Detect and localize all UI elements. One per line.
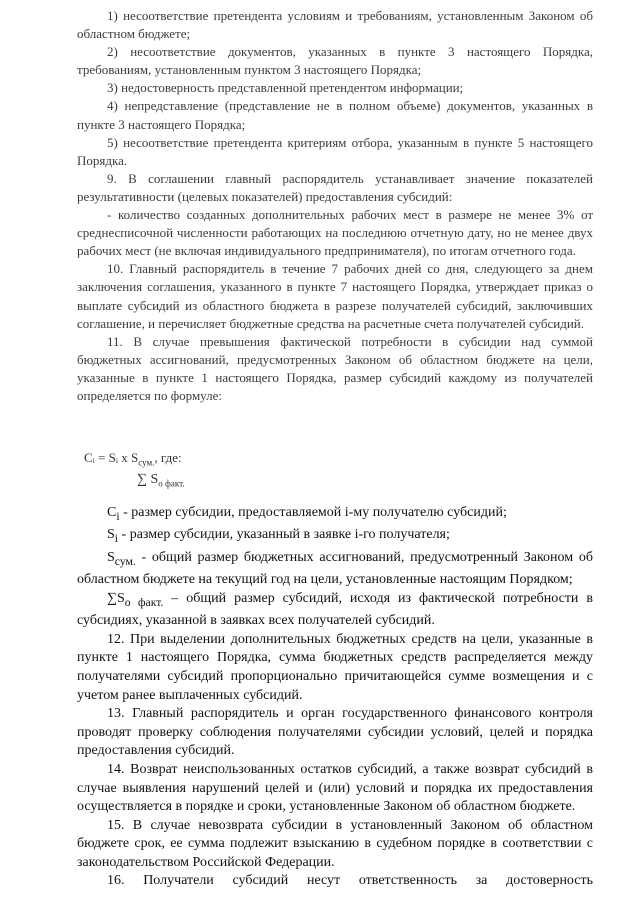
paragraph: 3) недостоверность представленной претендентом информации; — [107, 80, 464, 96]
paragraph: 14. Возврат неиспользованных остатков субсидий, а также возврат субсидий в случае выявления нарушений целей и (или) условий и порядка их предоставления осуществляется в порядке и сроки, установленные Законом об областном бюджете. — [77, 761, 593, 815]
definition-symbol: S — [107, 527, 115, 543]
paragraph: 5) несоответствие претендента критериям отбора, указанным в пункте 5 настоящего Порядка. — [77, 134, 593, 168]
definition-subscript: сум. — [114, 554, 136, 568]
formula-tail: , где: — [154, 450, 182, 465]
paragraph: 10. Главный распорядитель в течение 7 рабочих дней со дня, следующего за днем заключения соглашения, указанного в пункте 7 настоящего Порядка, утверждает приказ о выплате субсидий из областного бюджета в разрезе получателей субсидий, заключивших соглашение, и перечисляет бюджетные средства на расчетные счета получателей субсидий. — [77, 261, 593, 331]
word: 16. — [107, 873, 125, 889]
definition-text: - размер субсидии, указанный в заявке i-го получателя; — [118, 527, 450, 543]
formula-block — [84, 437, 284, 497]
paragraph: 11. В случае превышения фактической потребности в субсидии над суммой бюджетных ассигнований, предусмотренных Законом об областном бюджете на цели, указанные в пункте 1 настоящего Порядка, размер субсидий каждому из получателей определяется по формуле: — [77, 333, 593, 403]
formula-numerator — [84, 450, 182, 468]
definition-symbol: S — [107, 549, 115, 565]
paragraph: 2) несоответствие документов, указанных в пункте 3 настоящего Порядка, требованиям, установленным пунктом 3 настоящего Порядка; — [77, 44, 593, 78]
word: несут — [306, 873, 341, 889]
definition-subscript: i — [114, 532, 119, 546]
formula-sum: ∑ S — [137, 472, 159, 487]
formula-denominator — [137, 471, 185, 489]
definition-text: – общий размер субсидий, исходя из фактической потребности в субсидиях, указанной в заявках всех получателей субсидий. — [77, 590, 593, 629]
definition-text: - размер субсидии, предоставляемой i-му получателю субсидий; — [119, 505, 507, 520]
paragraph: 13. Главный распорядитель и орган государственного финансового контроля проводят проверку соблюдения получателями субсидии условий, целей и порядка предоставления субсидий. — [77, 706, 593, 759]
definition-item — [77, 504, 593, 526]
definition-subscript: о факт. — [124, 595, 164, 609]
definition-symbol: C — [107, 505, 117, 520]
word: ответственность — [358, 873, 457, 889]
formula-subscript: сум. — [138, 457, 155, 468]
top-text-block — [77, 7, 593, 405]
paragraph: 12. При выделении дополнительных бюджетных средств на цели, указанные в пункте 1 настоящего Порядка, сумма бюджетных средств распределяется между получателями субсидий пропорционально причитающейся сумме возмещения и с учетом ранее выплаченных субсидий. — [77, 631, 593, 703]
paragraph-16-first-line — [77, 872, 593, 891]
definition-item — [77, 526, 593, 548]
paragraph: 9. В соглашении главный распорядитель устанавливает значение показателей результативности (целевых показателей) предоставления субсидий: — [77, 170, 593, 204]
bottom-text-block — [77, 504, 593, 891]
word: достоверность — [506, 873, 593, 889]
definition-symbol: ∑S — [107, 590, 125, 606]
formula-subscript: о факт. — [158, 478, 185, 489]
definition-item — [77, 549, 593, 590]
definition-item — [77, 590, 593, 631]
paragraph: - количество созданных дополнительных рабочих мест в размере не менее 3% от среднесписочной численности работающих на последнюю отчетную дату, но не менее двух рабочих мест (не включая индивидуального предпринимателя), по итогам отчетного года. — [77, 207, 593, 259]
definition-text: - общий размер бюджетных ассигнований, предусмотренный Законом об областном бюджете на текущий год на цели, установленные настоящим Порядком; — [77, 549, 593, 588]
paragraph: 15. В случае невозврата субсидии в установленный Законом об областном бюджете срок, ее сумма подлежит взысканию в судебном порядке в соответствии с законодательством Российской Федерации. — [77, 817, 593, 870]
paragraph: 1) несоответствие претендента условиям и требованиям, установленным Законом об областном бюджете; — [77, 8, 593, 42]
word: Получатели — [143, 873, 214, 889]
word: за — [475, 873, 488, 889]
formula-main: Cᵢ = Sᵢ x S — [84, 450, 139, 465]
paragraph: 4) непредставление (представление не в полном объеме) документов, указанных в пункте 3 настоящего Порядка; — [77, 98, 593, 132]
word: субсидий — [232, 873, 289, 889]
definition-subscript: i — [116, 509, 120, 523]
